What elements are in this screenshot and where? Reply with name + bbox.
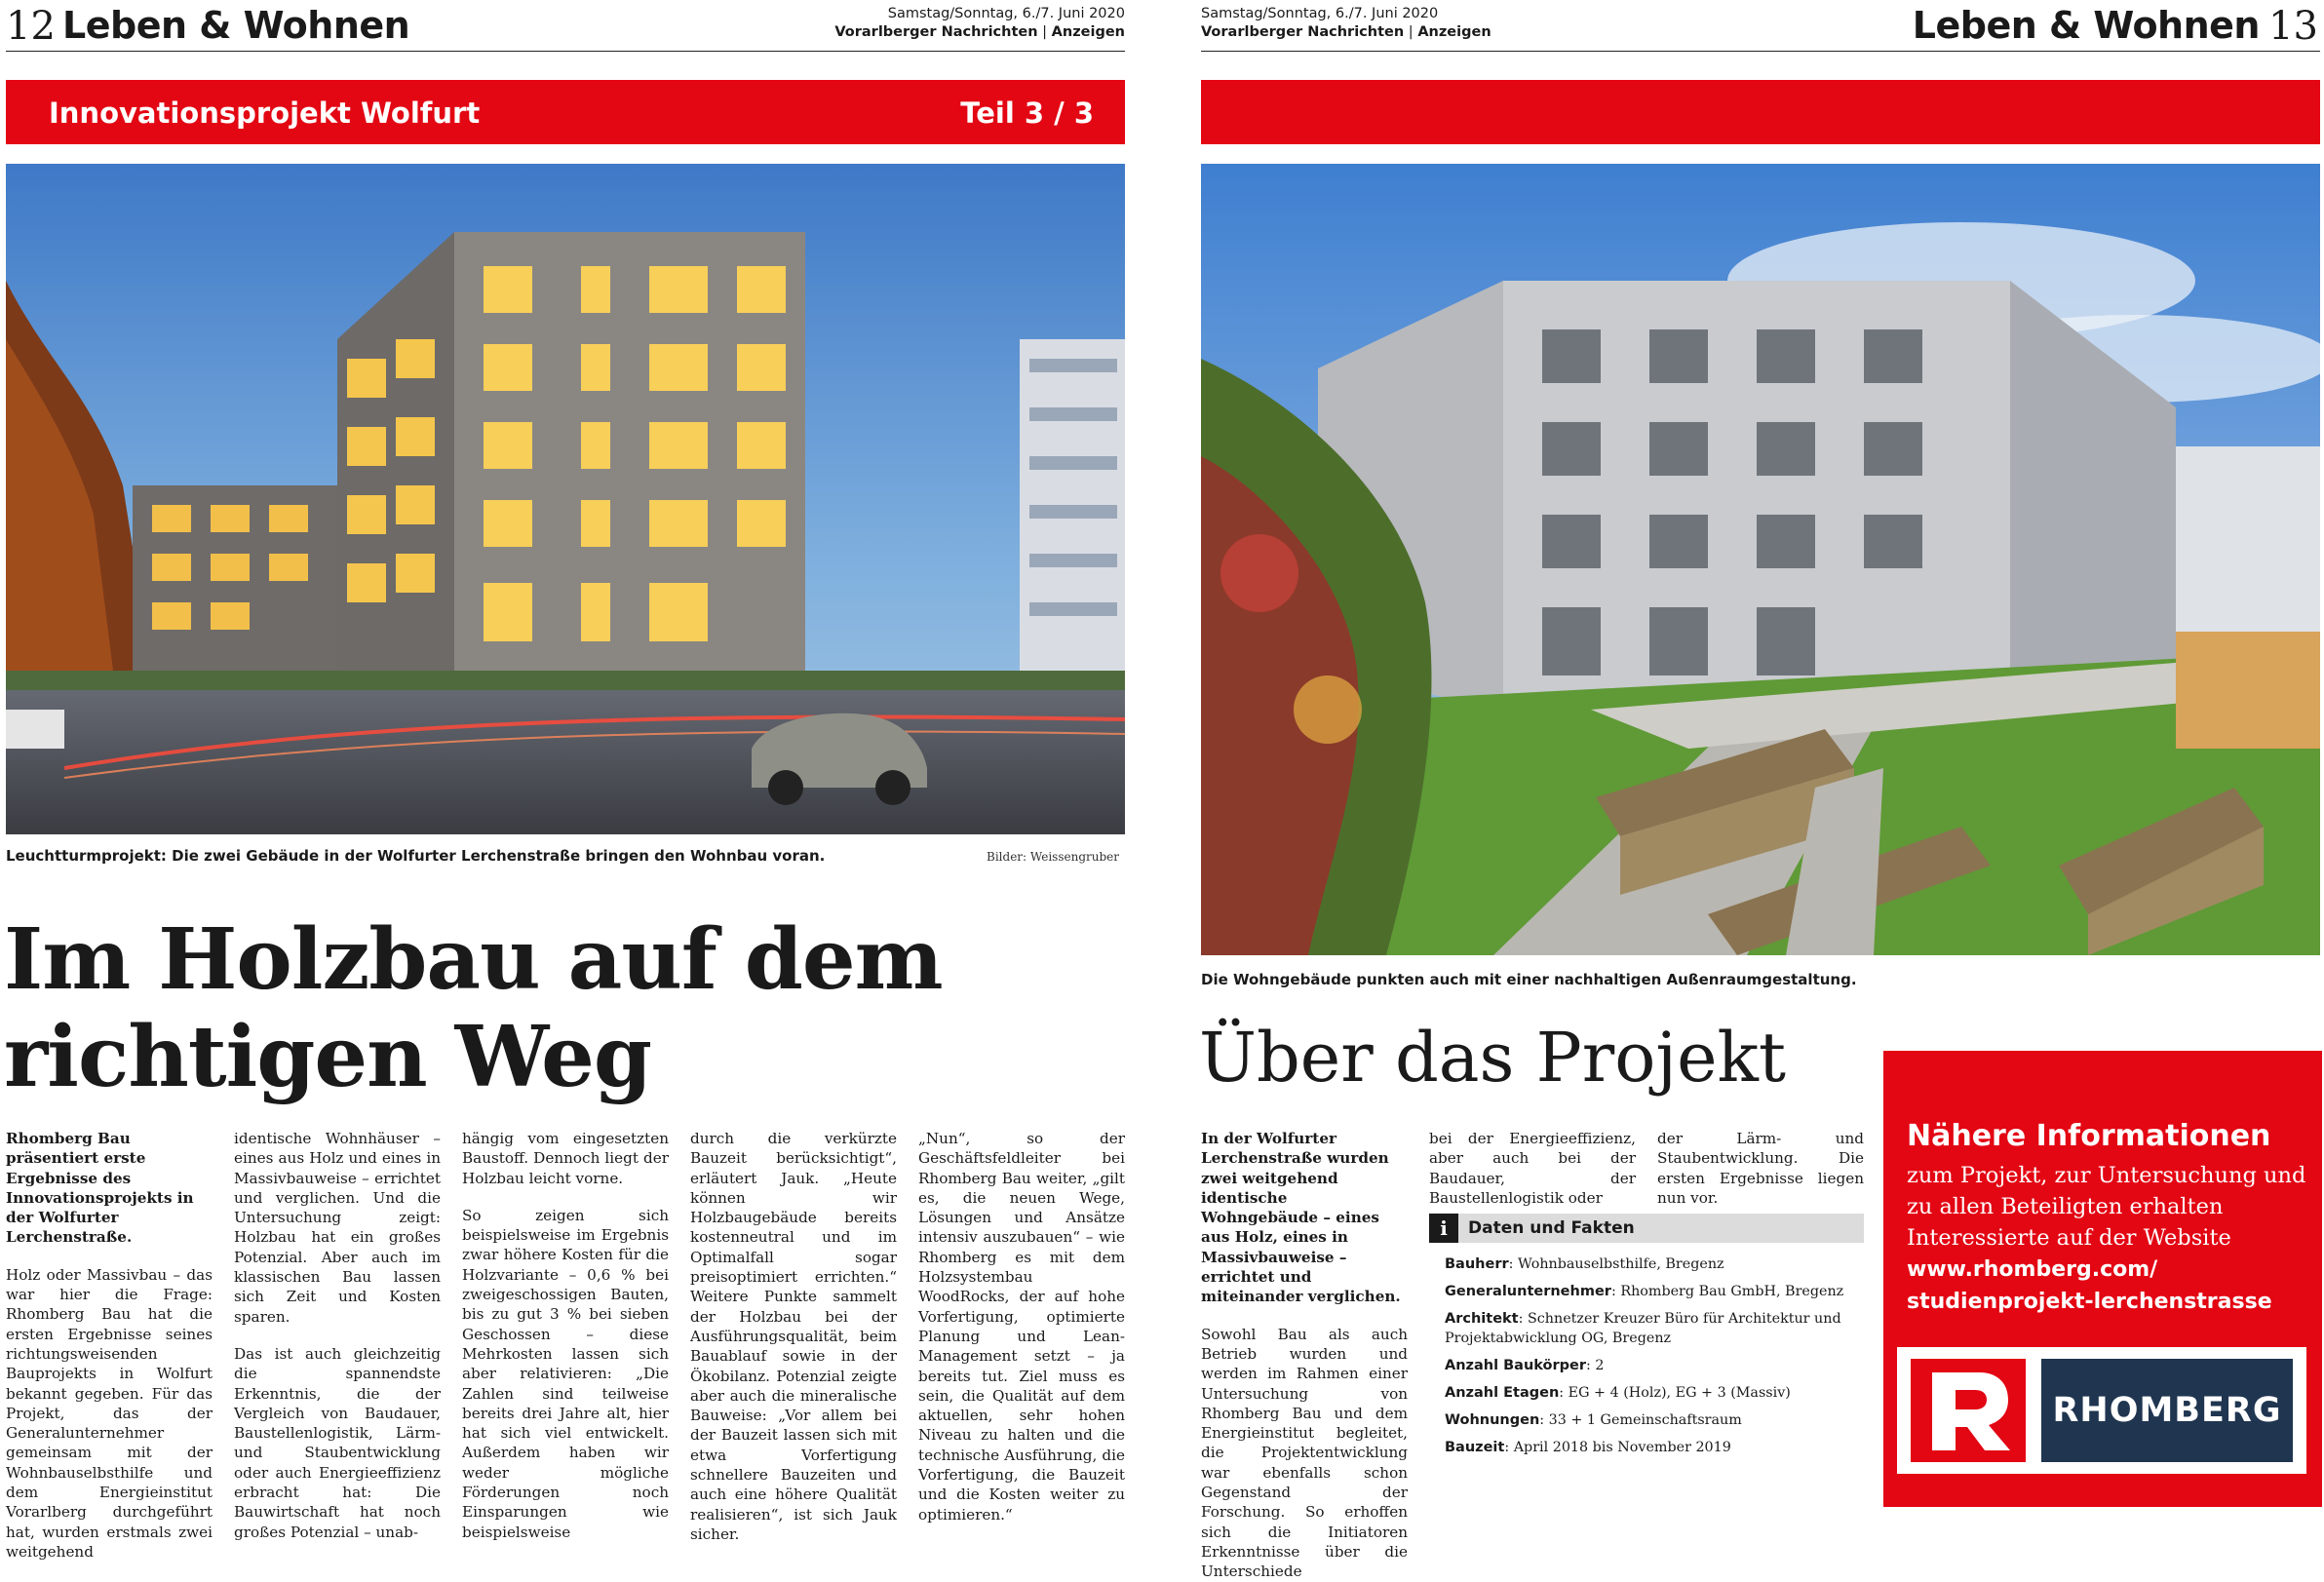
fact-value: 33 + 1 Gemeinschaftsraum	[1548, 1412, 1742, 1428]
logo-r-icon	[1911, 1359, 2026, 1462]
red-banner-right	[1201, 80, 2320, 144]
rhomberg-logo	[1897, 1347, 2306, 1474]
lead-right: In der Wolfurter Lerchenstraße wurden zwei weitgehend identische Wohngebäude – eines aus Holz, eines in Massivbauweise – errichtet und miteinander verglichen.	[1201, 1130, 1401, 1306]
fact-value: Rhomberg Bau GmbH, Bregenz	[1620, 1284, 1844, 1299]
header-rule-left	[6, 51, 1125, 52]
paragraph-col4: durch die verkürzte Bauzeit berücksichtigt“, erläutert Jauk. „Heute können wir Holzbaugebäude bereits kostenneutral und im Optimalfall sogar preisoptimiert errichten.“ Weitere Punkte sammelt der Holzbau bei der Ausführungsqualität, beim Bauablauf sowie in der Ökobilanz. Potenzial zeigte aber auch die mineralische Bauweise: „Vor allem bei der Bauzeit lassen sich mit etwa Vorfertigung schnellere Bauzeiten und auch eine höhere Qualität realisieren“, ist sich Jauk sicher.	[690, 1130, 897, 1543]
fact-value: Schnetzer Kreuzer Büro für Architektur und Projektabwicklung OG, Bregenz	[1445, 1311, 1841, 1346]
project-column-3	[1657, 1129, 1864, 1208]
article-column-3	[462, 1129, 669, 1542]
dateline-left: Samstag/Sonntag, 6./7. Juni 2020 Vorarlberger Nachrichten | Anzeigen	[834, 6, 1125, 40]
fact-row: Wohnungen: 33 + 1 Gemeinschaftsraum	[1445, 1412, 1742, 1428]
logo-wordmark: RHOMBERG	[2041, 1359, 2293, 1462]
paragraph-right-col1: Sowohl Bau als auch Betrieb wurden und werden im Rahmen einer Untersuchung von Rhomberg Bau und dem Energieinstitut begleitet, die Projektentwicklung war ebenfalls schon Gegenstand der Forschung. So erhoffen sich die Initiatoren Erkenntnisse über die Unterschiede	[1201, 1325, 1408, 1581]
article-column-4	[690, 1129, 897, 1544]
publication-right: Vorarlberger Nachrichten	[1201, 24, 1405, 40]
fact-value: April 2018 bis November 2019	[1513, 1440, 1731, 1455]
photo-credit: Bilder: Weissengruber	[987, 850, 1119, 864]
photo-caption-left: Leuchtturmprojekt: Die zwei Gebäude in der Wolfurter Lerchenstraße bringen den Wohnbau voran.	[6, 847, 826, 865]
fact-label: Anzahl Etagen	[1445, 1385, 1560, 1401]
ressort-title-left: Leben & Wohnen	[62, 4, 410, 47]
fact-row: Anzahl Baukörper: 2	[1445, 1358, 1605, 1373]
paragraph-right-col2: bei der Energieeffizienz, aber auch bei der Baudauer, der Baustellenlogistik oder	[1429, 1130, 1636, 1207]
fact-label: Bauherr	[1445, 1256, 1509, 1272]
fact-value: Wohnbauselbsthilfe, Bregenz	[1518, 1256, 1724, 1272]
website-link[interactable]: www.rhomberg.com/ studienprojekt-lerchenstrasse	[1907, 1257, 2272, 1314]
paragraph-col5: „Nun“, so der Geschäftsfeldleiter bei Rhomberg Bau weiter, „gilt es, die neuen Wege, Lösungen und Ansätze intensiv auszubauen“ – wie Rhomberg es mit dem Holzsystembau WoodRocks, der auf hohe Vorfertigung, optimierte Planung und Lean-Management setzt – ja bereits tut. Ziel muss es sein, die Qualität auf dem aktuellen, sehr hohen Niveau zu halten und die technische Ausführung, die Vorfertigung, die Bauzeit und die Kosten weiter zu optimieren.“	[918, 1130, 1125, 1524]
fact-label: Anzahl Baukörper	[1445, 1358, 1586, 1373]
section-tag-left: Anzeigen	[1051, 24, 1125, 40]
fact-label: Generalunternehmer	[1445, 1284, 1611, 1299]
info-box	[1883, 1051, 2322, 1507]
article-column-2	[234, 1129, 441, 1542]
page-number-right: 13	[2268, 4, 2318, 49]
headline-right: Über das Projekt	[1199, 1018, 1787, 1098]
fact-value: EG + 4 (Holz), EG + 3 (Massiv)	[1568, 1385, 1791, 1401]
publication-left: Vorarlberger Nachrichten	[834, 24, 1038, 40]
building-dusk-illustration	[6, 164, 1125, 834]
date-right: Samstag/Sonntag, 6./7. Juni 2020	[1201, 6, 1439, 21]
fact-row: Architekt: Schnetzer Kreuzer Büro für Architektur und Projektabwicklung OG, Bregenz	[1445, 1311, 1841, 1346]
headline-left	[4, 911, 1125, 1106]
article-column-1	[6, 1129, 213, 1562]
paragraph-col3-a: hängig vom eingesetzten Baustoff. Dennoch liegt der Holzbau leicht vorne.	[462, 1130, 669, 1187]
info-box-title: Nähere Informationen	[1907, 1119, 2271, 1153]
page-number-left: 12	[6, 4, 56, 49]
header-rule-right	[1201, 51, 2320, 52]
facts-box-header	[1429, 1214, 1864, 1243]
fact-label: Wohnungen	[1445, 1412, 1540, 1428]
ressort-title-right: Leben & Wohnen	[1912, 4, 2260, 47]
fact-label: Bauzeit	[1445, 1440, 1505, 1455]
info-box-text	[1907, 1160, 2306, 1318]
dateline-right: Samstag/Sonntag, 6./7. Juni 2020 Vorarlberger Nachrichten | Anzeigen	[1201, 6, 1491, 40]
fact-row: Generalunternehmer: Rhomberg Bau GmbH, Bregenz	[1445, 1284, 1844, 1299]
headline-line-2: richtigen Weg	[4, 1008, 651, 1106]
logo-r-mark	[1911, 1359, 2026, 1462]
building-day-illustration	[1201, 164, 2320, 955]
fact-row: Bauzeit: April 2018 bis November 2019	[1445, 1440, 1731, 1455]
paragraph-col2-a: identische Wohnhäuser – eines aus Holz und eines in Massivbauweise – errichtet und verglichen. Und die Untersuchung zeigt: Holzbau hat ein großes Potenzial. Aber auch im klassischen Bau lassen sich Zeit und Kosten sparen.	[234, 1130, 441, 1326]
paragraph-col3-b: So zeigen sich beispielsweise im Ergebnis zwar höhere Kosten für die Holzvariante – 0,6 % bei zweigeschossigen Bauten, bis zu gut 3 % bei sieben Geschossen – diese Mehrkosten lassen sich aber relativieren: „Die Zahlen sind teilweise bereits drei Jahre alt, hier hat sich viel entwickelt. Außerdem haben wir weder mögliche Förderungen noch Einsparungen wie beispielsweise	[462, 1206, 669, 1541]
project-column-1	[1201, 1129, 1408, 1582]
paragraph-col1: Holz oder Massivbau – das war hier die Frage: Rhomberg Bau hat die ersten Ergebnisse seines richtungsweisenden Bauprojekts in Wolfurt bekannt gegeben. Für das Projekt, das der Generalunternehmer gemeinsam mit der Wohnbauselbsthilfe und dem Energieinstitut Vorarlberg durchgeführt hat, wurden erstmals zwei weitgehend	[6, 1265, 213, 1561]
facts-box-title: Daten und Fakten	[1468, 1218, 1635, 1238]
fact-row: Bauherr: Wohnbauselbsthilfe, Bregenz	[1445, 1256, 1724, 1272]
date-left: Samstag/Sonntag, 6./7. Juni 2020	[887, 6, 1125, 21]
series-banner	[6, 80, 1125, 144]
fact-value: 2	[1595, 1358, 1605, 1373]
fact-label: Architekt	[1445, 1311, 1519, 1327]
article-column-5	[918, 1129, 1125, 1524]
photo-massive-building	[1201, 164, 2320, 955]
headline-line-1: Im Holzbau auf dem	[4, 910, 943, 1009]
banner-title: Innovationsprojekt Wolfurt	[49, 96, 481, 130]
fact-row: Anzahl Etagen: EG + 4 (Holz), EG + 3 (Massiv)	[1445, 1385, 1791, 1401]
photo-wood-building	[6, 164, 1125, 834]
info-icon: i	[1429, 1214, 1458, 1243]
section-tag-right: Anzeigen	[1417, 24, 1491, 40]
paragraph-right-col3: der Lärm- und Staubentwicklung. Die ersten Ergebnisse liegen nun vor.	[1657, 1130, 1864, 1207]
lead-left: Rhomberg Bau präsentiert erste Ergebnisse des Innovationsprojekts in der Wolfurter Lerchenstraße.	[6, 1130, 194, 1247]
project-column-2	[1429, 1129, 1636, 1208]
facts-box	[1429, 1214, 1864, 1461]
photo-caption-right: Die Wohngebäude punkten auch mit einer nachhaltigen Außenraumgestaltung.	[1201, 971, 1857, 988]
paragraph-col2-b: Das ist auch gleichzeitig die spannendste Erkenntnis, die der Vergleich von Baudauer, Baustellenlogistik, Lärm- und Staubentwicklung oder auch Energieeffizienz erbracht hat: Die Bauwirtschaft hat noch großes Potenzial – unab-	[234, 1344, 441, 1541]
info-box-description: zum Projekt, zur Untersuchung und zu allen Beteiligten erhalten Interessierte auf der Website	[1907, 1163, 2306, 1251]
banner-part: Teil 3 / 3	[960, 96, 1094, 130]
